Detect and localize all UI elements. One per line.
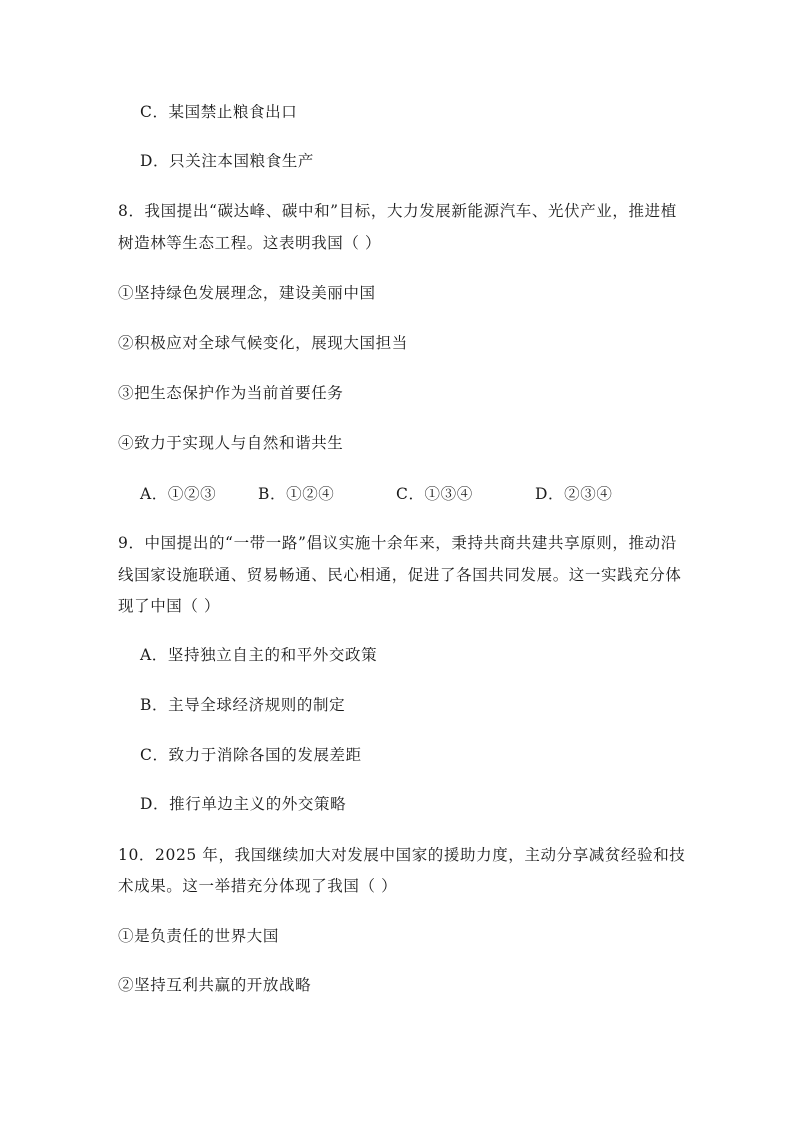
q9-option-c: C．致力于消除各国的发展差距 <box>140 746 362 764</box>
q8-choice-a: A．①②③ <box>140 485 217 503</box>
q8-item-4: ④致力于实现人与自然和谐共生 <box>118 434 344 452</box>
q10-stem-line-1: 10．2025 年，我国继续加大对发展中国家的援助力度，主动分享减贫经验和技 <box>118 846 686 864</box>
q8-stem-line-1: 8．我国提出“碳达峰、碳中和”目标，大力发展新能源汽车、光伏产业，推进植 <box>118 202 677 220</box>
q9-option-a: A．坚持独立自主的和平外交政策 <box>140 646 378 664</box>
q9-stem-line-2: 线国家设施联通、贸易畅通、民心相通，促进了各国共同发展。这一实践充分体 <box>118 566 682 584</box>
q9-option-b: B．主导全球经济规则的制定 <box>140 696 346 714</box>
q7-option-c: C．某国禁止粮食出口 <box>140 103 298 121</box>
q9-option-d: D．推行单边主义的外交策略 <box>140 795 347 813</box>
q8-item-1: ①坚持绿色发展理念，建设美丽中国 <box>118 284 376 302</box>
q8-item-3: ③把生态保护作为当前首要任务 <box>118 384 344 402</box>
q8-choices <box>140 484 700 504</box>
q9-stem-line-1: 9．中国提出的“一带一路”倡议实施十余年来，秉持共商共建共享原则，推动沿 <box>118 534 677 552</box>
q8-stem-line-2: 树造林等生态工程。这表明我国（ ） <box>118 234 382 252</box>
q10-item-2: ②坚持互利共赢的开放战略 <box>118 976 312 994</box>
q10-stem-line-2: 术成果。这一举措充分体现了我国（ ） <box>118 877 398 895</box>
q9-stem-line-3: 现了中国（ ） <box>118 597 221 615</box>
q8-choice-c: C．①③④ <box>396 485 473 503</box>
q7-option-d: D．只关注本国粮食生产 <box>140 152 315 170</box>
q10-item-1: ①是负责任的世界大国 <box>118 927 280 945</box>
q8-item-2: ②积极应对全球气候变化，展现大国担当 <box>118 334 408 352</box>
q8-choice-d: D．②③④ <box>535 485 613 503</box>
q8-choice-b: B．①②④ <box>258 485 335 503</box>
